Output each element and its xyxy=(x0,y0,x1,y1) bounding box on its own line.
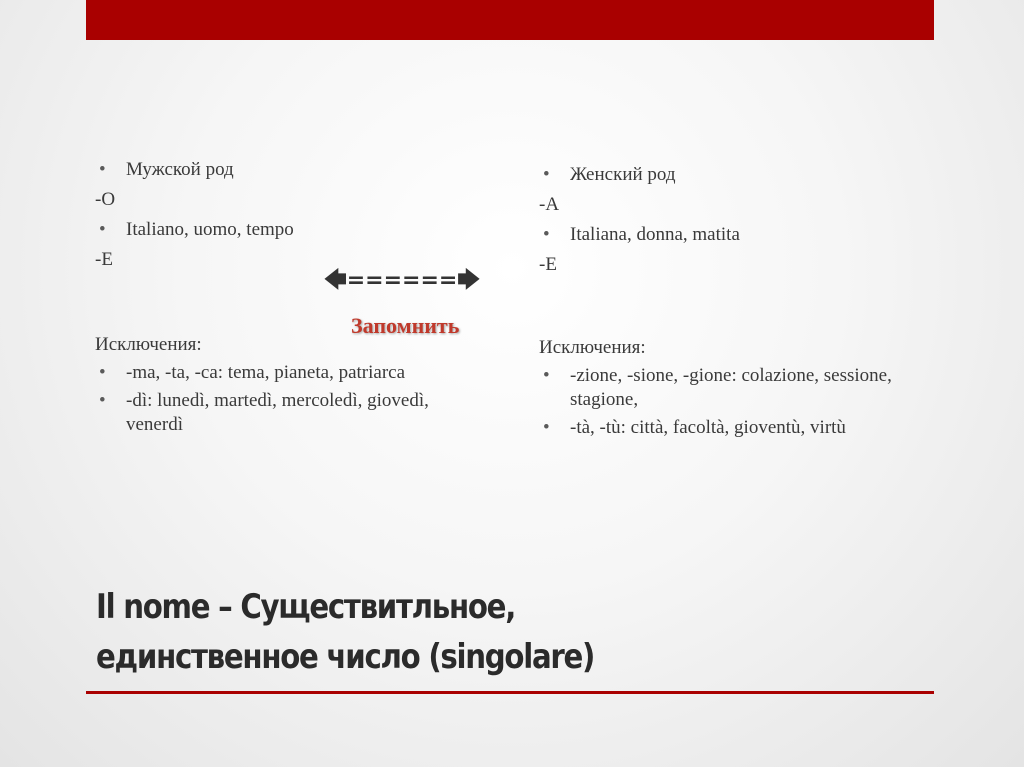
feminine-examples: • Italiana, donna, matita xyxy=(538,223,978,247)
masculine-ending-e: -E xyxy=(95,249,113,270)
slide-title-line2: единственное число (singolare) xyxy=(96,637,595,677)
feminine-ending-a: -A xyxy=(539,194,560,215)
masculine-exception-item: • -dì: lunedì, martedì, mercoledì, giovedì, venerdì xyxy=(94,389,456,437)
masculine-ending-o: -O xyxy=(95,189,116,210)
feminine-exception-item: • -zione, -sione, -gione: colazione, sessione, stagione, xyxy=(538,364,920,412)
masculine-examples: • Italiano, uomo, tempo xyxy=(94,218,514,242)
double-arrow xyxy=(324,263,480,301)
bottom-accent-line xyxy=(86,691,934,694)
feminine-exceptions-label: Исключения: xyxy=(539,337,646,358)
feminine-heading: • Женский род xyxy=(538,163,978,187)
feminine-column xyxy=(538,163,978,444)
masculine-heading: • Мужской род xyxy=(94,158,514,182)
feminine-exception-item: • -tà, -tù: città, facoltà, gioventù, virtù xyxy=(538,416,978,440)
double-arrow-text: 🡄======🡆 xyxy=(324,268,481,293)
feminine-ending-e: -E xyxy=(539,254,557,275)
slide-title xyxy=(96,582,818,682)
top-accent-bar xyxy=(86,0,934,40)
slide-title-line1: Il nome – Существитльное, xyxy=(96,587,516,627)
remember-label: Запомнить xyxy=(351,313,460,338)
masculine-exception-item: • -ma, -ta, -ca: tema, pianeta, patriarca xyxy=(94,361,514,385)
masculine-exceptions-label: Исключения: xyxy=(95,334,202,355)
